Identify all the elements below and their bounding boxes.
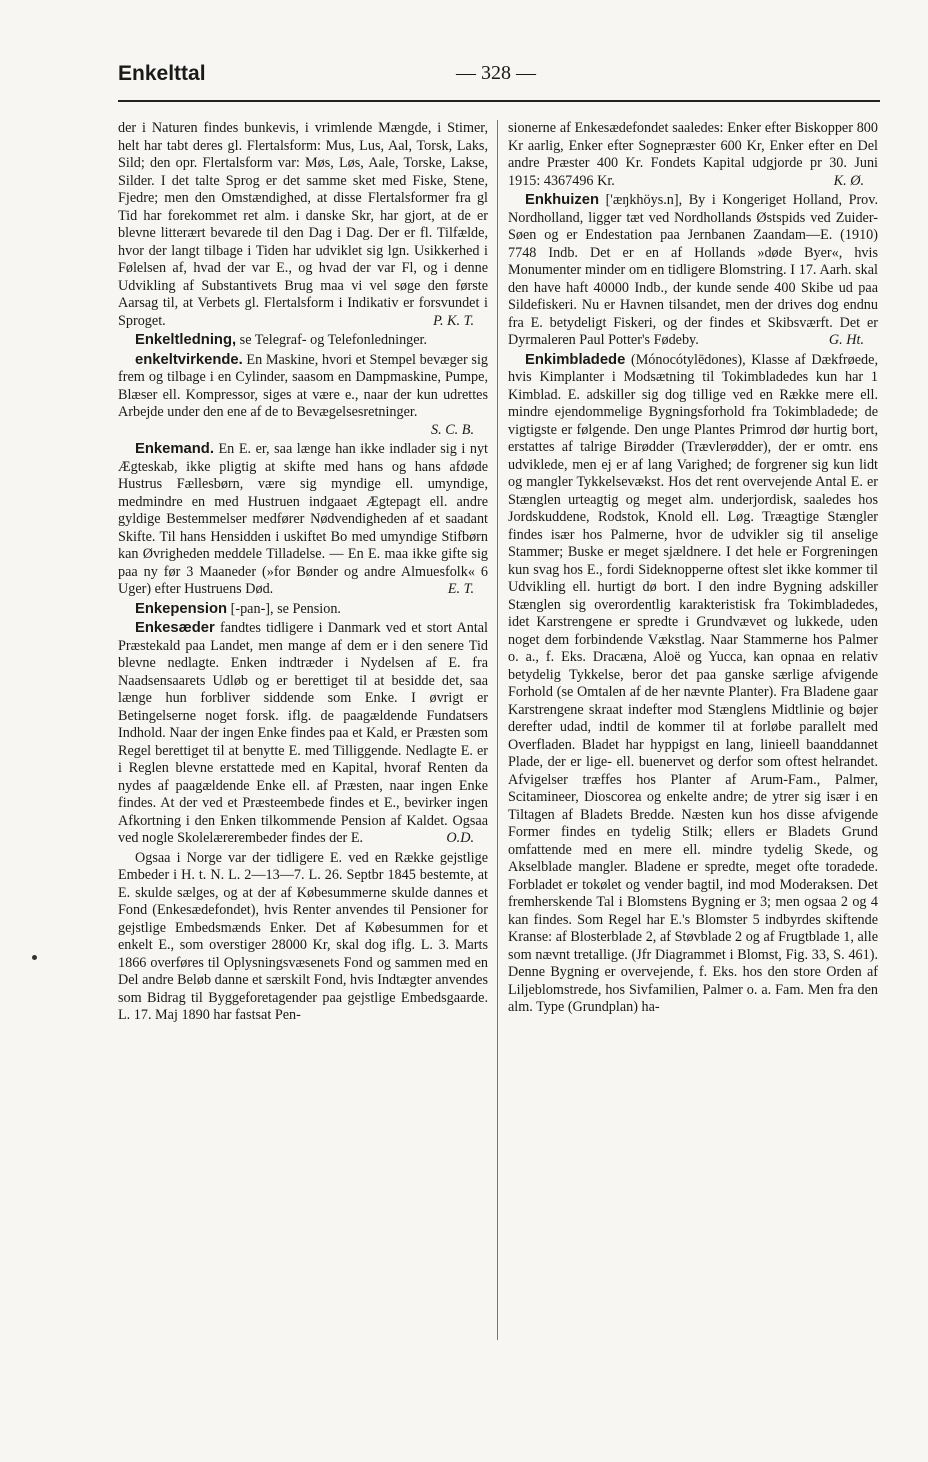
author-signature: K. Ø. [833, 172, 864, 189]
dictionary-entry [118, 332, 488, 350]
entry-text: sionerne af Enkesædefondet saaledes: Enker efter Biskopper 800 Kr aarlig, Enker efter Sognepræster 600 Kr, Enker efter en Del andre Præster 400 Kr. Fondets Kapital udgjorde pr 30. Juni 1915: 4367496 Kr. [508, 120, 878, 189]
entry-text: [-pan-], se Pension. [227, 600, 341, 617]
entry-headword: Enkemand. [135, 441, 214, 457]
dictionary-entry [508, 192, 878, 350]
entry-headword: Enkesæder [135, 620, 215, 636]
entry-paragraph [118, 120, 488, 330]
author-signature: S. C. B. [431, 421, 474, 438]
header-rule [118, 100, 880, 102]
entry-paragraph [508, 120, 878, 190]
entry-headword: Enkeltledning, [135, 332, 237, 348]
dictionary-entry [118, 352, 488, 440]
entry-headword: Enkepension [135, 600, 228, 617]
entry-text: En E. er, saa længe han ikke indlader sig i nyt Ægteskab, ikke pligtig at skifte med hans og hans afdøde Hustrus Fællesbørn, være sig myndige ell. umyndige, medmindre en med Hustruen indgaaet Ægtepagt ell. andre gyldige Bestemmelser medfører Nødvendigheden af et saadant Skifte. Til hans Hensidden i uskiftet Bo med umyndige Stifbørn kan Øvrigheden meddele Tilladelse. — En E. maa ikke gifte sig paa ny før 3 Maaneder (»for Bønder og andre Almuesfolk« 6 Uger) efter Hustruens Død. [118, 441, 488, 597]
dictionary-entry [118, 601, 488, 619]
author-signature: O.D. [446, 830, 474, 846]
author-signature: E. T. [447, 581, 474, 597]
margin-dot [32, 955, 37, 960]
entry-text: ['æŋkhöys.n], By i Kongeriget Holland, Prov. Nordholland, ligger tæt ved Nordhollands Østspids ved Zuider-Søen og er Endestation paa Jernbanen Zaandam—E. (1910) 7748 Indb. Det er en af Hollands »døde Byer«, hvis Monumenter minder om en tidligere Blomstring. I 17. Aarh. skal den have haft 40000 Indb., der kunde sende 400 Skibe ud paa Sildefiskeri. Nu er Havnen tilsandet, men der drives dog endnu fra E. betydeligt Fiskeri, og der findes et Skibsværft. Det er Dyrmaleren Paul Potter's Fødeby. [508, 192, 878, 348]
entry-text: der i Naturen findes bunkevis, i vrimlende Mængde, i Stimer, helt har tabt deres gl. Flertalsform: Mus, Lus, Aal, Torsk, Laks, Sild; den opr. Flertalsform var: Møs, Løs, Aale, Torske, Lakse, Silder. I det talte Sprog er det samme sket med Fiske, Stene, Fjedre; men den Omstændighed, at disse Flertalsformer fra gl Tid har forekommet ret alm. i danske Skr, har gjort, at de er blevne litterært bevarede til den Dag i Dag. Der er fl. Tilfælde, hvor der langt tilbage i Tiden har udviklet sig lgn. Usikkerhed i Følelsen af, hvad der var E., og hvad der var Fl, og i denne Udvikling af Substantivets Brug maa vi vel søge den første Aarsag til, at Verbets gl. Flertalsform i Indikativ er forsvundet i Sproget. [118, 120, 488, 329]
running-head-title: Enkelttal [118, 62, 206, 85]
left-column [118, 120, 488, 1345]
author-signature: P. K. T. [433, 312, 474, 329]
right-column [508, 120, 878, 1345]
dictionary-entry [508, 352, 878, 1017]
page-header [118, 60, 880, 96]
entry-headword: enkeltvirkende. [135, 351, 243, 368]
entry-text: se Telegraf- og Telefonledninger. [236, 332, 428, 348]
dictionary-entry [118, 620, 488, 848]
entry-text: (Mónocótylēdones), Klasse af Dækfrøede, hvis Kimplanter i Modsætning til Tokimbladedes kun har 1 Kimblad. E. adskiller sig dog tillige ved en Række mere ell. mindre ejendommelige Bygningsforhold fra Tokimbladede; de vigtigste er følgende. Den unge Plantes Primrod dør hurtig bort, erstattes af talrige Birødder (Trævlerødder), der er omtr. ens udviklede, men ej er af lang Varighed; de forgrener sig kun lidt og mangler Tykkelsevækst. Hos det rent overvejende Antal E. er Stænglen urteagtig og meget alm. underjordisk, saaledes hos Jordskuddene, Rodstok, Knold ell. Løg. Træagtige Stængler findes især hos Palmerne, hvor de udvikler sig til anselige Stammer; Buske er meget sjældnere. I det hele er Forgreningen kun svag hos E., fordi Sideknopperne oftest slet ikke kommer til Udvikling ell. hurtigt dø bort. I den indre Bygning adskiller Stænglen sig overordentlig karakteristisk fra Tokimbladedes, idet Karstrengene er spredte i Grundvævet og lukkede, uden noget dem forbindende Vækstlag. Naar Stammerne hos Palmer o. a., f. Eks. Dracæna, Aloë og Yucca, kan opnaa en relativ betydelig Tykkelse, beror det paa ganske særlige afvigende Forhold (se Omtalen af de her nævnte Planter). Fra Bladene gaar Karstrengene skraat indefter mod Stænglens Midtlinie og bøjer derefter udad, indtil de kommer til at forløbe parallelt med Overfladen. Bladet har hyppigst en lang, linieell baanddannet Plade, der er lige- ell. buenervet og derfor som oftest helrandet. Afvigelser træffes hos Planter af Arum-Fam., Palmer, Scitamineer, Dioscorea og enkelte andre; de ytrer sig især i en Tiltagen af Bladets Bredde. Næsten kun hos disse afvigende Former findes en tydelig Stilk; ellers er Bladets Grund omfattende med en mere ell. mindre tydelig Skede, og Akselblade mangler. Bladene er spredte, meget ofte toradede. Forbladet er tokølet og vender bagtil, ind mod Moderaksen. Det fremherskende Tal i Blomstens Bygning er 3; men ogsaa 2 og 4 kan findes. Som Regel har E.'s Blomster 5 indbyrdes skiftende Kranse: af Blosterblade 2, af Støvblade 2 og af Frugtblade 1, alle som nævnt tretallige. (Jfr Diagrammet i Blomst, Fig. 33, S. 461). Denne Bygning er overvejende, f. Eks. hos den store Orden af Liljeblomstrede, hos Sivfamilien, Palmer o. a. Fam. Men fra den alm. Type (Grundplan) ha- [508, 351, 878, 1015]
dictionary-entry [118, 441, 488, 599]
entry-text: fandtes tidligere i Danmark ved et stort Antal Præstekald paa Landet, men mange af dem er i den senere Tid blevne nedlagte. Enken indtræder i Nydelsen af E. fra Naadsensaarets Udløb og er berettiget til at besidde det, saa længe hun forbliver siddende som Enke. I øvrigt er Betingelserne noget forsk. iflg. de paagældende Fundatsers Indhold. Naar der ingen Enke findes paa et Kald, er Præsten som Regel berettiget til at benytte E. med Tilliggende. Nedlagte E. er i Reglen blevne erstattede med en Kapital, hvoraf Renten da nydes af paagældende Enke ell. af Præsten, naar ingen Enke findes. At der ved et Præsteembede findes et E., bevirker ingen Afkortning i den Enken tilkommende Pension af Kaldet. Ogsaa ved nogle Skolelærerembeder findes der E. [118, 620, 488, 846]
column-divider [497, 120, 498, 1340]
entry-headword: Enkhuizen [525, 192, 599, 208]
entry-paragraph [118, 850, 488, 1025]
entry-headword: Enkimbladede [525, 351, 626, 368]
entry-text: En Maskine, hvori et Stempel bevæger sig frem og tilbage i en Cylinder, saasom en Dampmaskine, Pumpe, Blæser ell. Kompressor, siges at være e., naar der kun udrettes Arbejde under den ene af de to Bevægelsesretninger. [118, 351, 488, 420]
author-signature: G. Ht. [828, 332, 864, 348]
page-number: — 328 — [456, 62, 536, 84]
entry-text: Ogsaa i Norge var der tidligere E. ved en Række gejstlige Embeder i H. t. N. L. 2—13—7. L. 26. Septbr 1845 bestemte, at E. skulde sælges, og at der af Købesummerne skulde dannes et Fond (Enkesædefondet), hvis Renter anvendes til Pensioner for gejstlige Embedsmænds Enker. Det af Købesummen for et enkelt E., som overstiger 28000 Kr, skal dog iflg. L. 3. Marts 1866 overføres til Oplysningsvæsenets Fond og sammen med en Del andre Beløb danne et særskilt Fond, hvis Indtægter anvendes som Bidrag til Byggeforetagender paa gejstlige Embedsgaarde. L. 17. Maj 1890 har fastsat Pen- [118, 849, 488, 1023]
